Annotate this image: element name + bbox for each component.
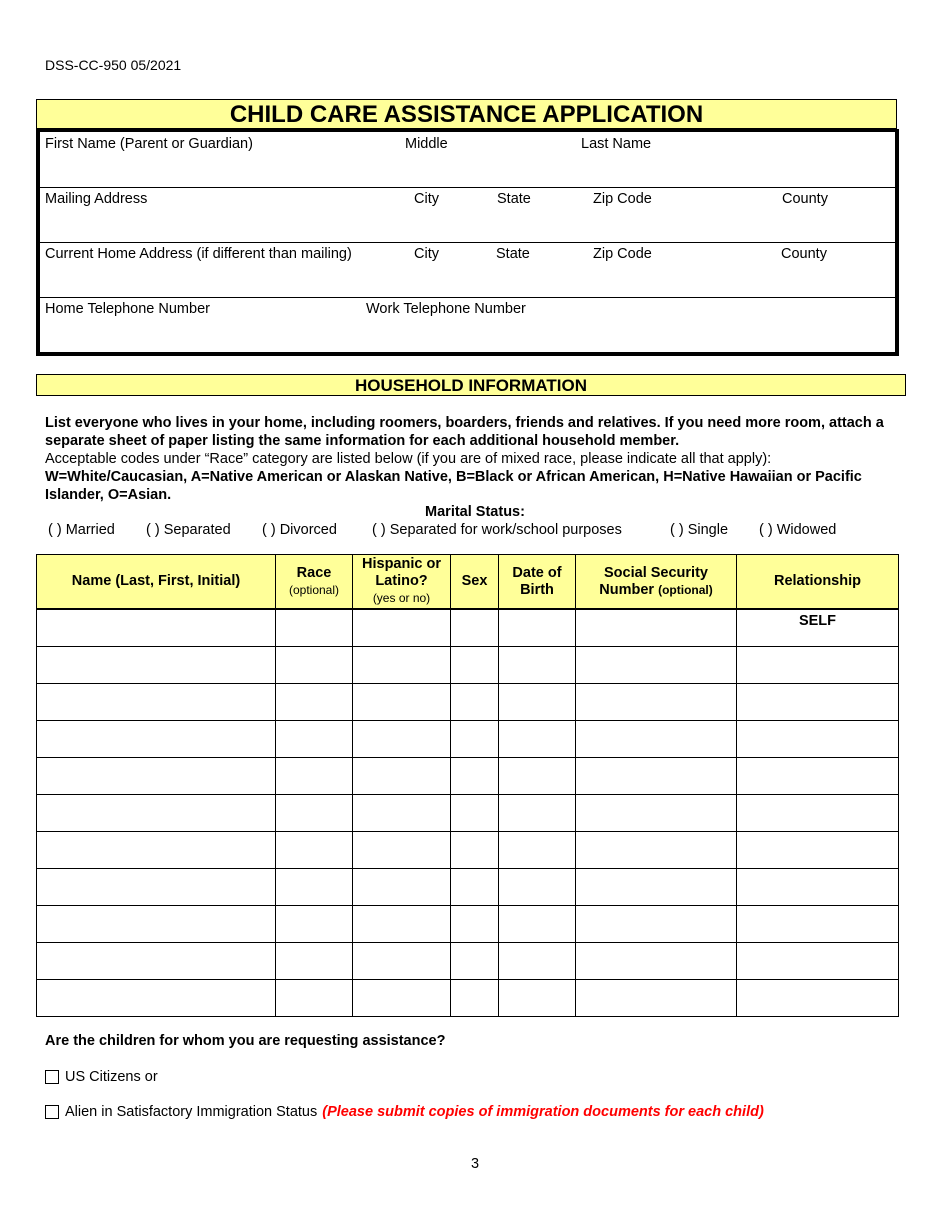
cell-sex[interactable] [451, 980, 499, 1017]
marital-option-divorced[interactable]: ( ) Divorced [262, 522, 337, 538]
cell-hispanic[interactable] [353, 832, 451, 869]
table-row [37, 647, 899, 684]
immigration-docs-note: (Please submit copies of immigration documents for each child) [322, 1104, 764, 1120]
cell-race[interactable] [276, 869, 353, 906]
home-address-row [40, 242, 895, 298]
marital-option-single[interactable]: ( ) Single [670, 522, 729, 538]
mailing-zip-field[interactable]: Zip Code [593, 191, 652, 207]
name-row [40, 132, 895, 188]
cell-name[interactable] [37, 684, 276, 721]
alien-status-label: Alien in Satisfactory Immigration Status [65, 1104, 318, 1120]
cell-name[interactable] [37, 869, 276, 906]
cell-name[interactable] [37, 832, 276, 869]
cell-ssn[interactable] [576, 609, 737, 647]
cell-hispanic[interactable] [353, 980, 451, 1017]
cell-sex[interactable] [451, 832, 499, 869]
cell-ssn[interactable] [576, 980, 737, 1017]
marital-option-widowed[interactable]: ( ) Widowed [759, 522, 837, 538]
cell-hispanic[interactable] [353, 906, 451, 943]
cell-race[interactable] [276, 758, 353, 795]
cell-ssn[interactable] [576, 647, 737, 684]
cell-dob[interactable] [499, 647, 576, 684]
work-phone-field[interactable]: Work Telephone Number [366, 301, 526, 317]
cell-sex[interactable] [451, 758, 499, 795]
cell-ssn[interactable] [576, 832, 737, 869]
alien-status-option [45, 1104, 764, 1120]
race-codes: W=White/Caucasian, A=Native American or Alaskan Native, B=Black or African American, H=Native Hawaiian or Pacific Islander, O=Asian. [45, 469, 862, 503]
marital-option-separated[interactable]: ( ) Separated [146, 522, 231, 538]
cell-relationship[interactable] [737, 832, 899, 869]
cell-ssn[interactable] [576, 906, 737, 943]
marital-option-married[interactable]: ( ) Married [48, 522, 115, 538]
cell-dob[interactable] [499, 684, 576, 721]
cell-sex[interactable] [451, 869, 499, 906]
cell-relationship[interactable] [737, 609, 899, 647]
mailing-state-field[interactable]: State [497, 191, 531, 207]
cell-sex[interactable] [451, 906, 499, 943]
cell-ssn[interactable] [576, 684, 737, 721]
col-race-header: Race (optional) [276, 555, 353, 610]
us-citizen-option [45, 1069, 158, 1085]
cell-race[interactable] [276, 647, 353, 684]
col-ssn-header: Social Security Number (optional) [576, 555, 737, 610]
household-instructions [45, 414, 905, 504]
cell-relationship[interactable] [737, 684, 899, 721]
table-header-row [37, 555, 899, 610]
self-value: SELF [798, 613, 837, 629]
col-dob-header: Date of Birth [499, 555, 576, 610]
table-row [37, 758, 899, 795]
cell-sex[interactable] [451, 943, 499, 980]
last-name-field[interactable]: Last Name [581, 136, 652, 152]
cell-dob[interactable] [499, 758, 576, 795]
cell-name[interactable] [37, 721, 276, 758]
citizenship-question: Are the children for whom you are requesting assistance? [45, 1033, 446, 1049]
cell-dob[interactable] [499, 832, 576, 869]
cell-relationship[interactable] [737, 721, 899, 758]
instruction-bold: List everyone who lives in your home, including roomers, boarders, friends and relatives. If you need more room, attach a separate sheet of paper listing the same information for each additional household member. [45, 415, 884, 449]
home-zip-field[interactable]: Zip Code [593, 246, 652, 262]
table-row [37, 869, 899, 906]
phone-row [40, 297, 895, 352]
mailing-address-row [40, 187, 895, 243]
marital-status-title: Marital Status: [425, 504, 525, 520]
cell-relationship[interactable] [737, 980, 899, 1017]
household-header: HOUSEHOLD INFORMATION [36, 374, 906, 396]
cell-dob[interactable] [499, 609, 576, 647]
cell-race[interactable] [276, 832, 353, 869]
first-name-field[interactable]: First Name (Parent or Guardian) [45, 136, 253, 152]
table-row [37, 795, 899, 832]
cell-hispanic[interactable] [353, 684, 451, 721]
cell-relationship[interactable] [737, 906, 899, 943]
cell-name[interactable] [37, 906, 276, 943]
cell-race[interactable] [276, 943, 353, 980]
page-number: 3 [470, 1156, 480, 1172]
cell-dob[interactable] [499, 906, 576, 943]
cell-relationship[interactable] [737, 943, 899, 980]
cell-sex[interactable] [451, 647, 499, 684]
cell-sex[interactable] [451, 684, 499, 721]
table-row [37, 721, 899, 758]
us-citizen-checkbox[interactable] [45, 1070, 59, 1084]
cell-dob[interactable] [499, 980, 576, 1017]
cell-ssn[interactable] [576, 795, 737, 832]
col-sex-header: Sex [451, 555, 499, 610]
cell-race[interactable] [276, 906, 353, 943]
table-row [37, 980, 899, 1017]
col-relationship-header: Relationship [737, 555, 899, 610]
cell-dob[interactable] [499, 869, 576, 906]
cell-race[interactable] [276, 684, 353, 721]
table-row [37, 832, 899, 869]
cell-hispanic[interactable] [353, 869, 451, 906]
cell-ssn[interactable] [576, 943, 737, 980]
col-name-header: Name (Last, First, Initial) [37, 555, 276, 610]
cell-hispanic[interactable] [353, 758, 451, 795]
table-row [37, 943, 899, 980]
table-row [37, 684, 899, 721]
cell-name[interactable] [37, 980, 276, 1017]
cell-race[interactable] [276, 609, 353, 647]
mailing-city-field[interactable]: City [414, 191, 439, 207]
home-city-field[interactable]: City [414, 246, 439, 262]
household-members-table [36, 554, 899, 1017]
cell-ssn[interactable] [576, 721, 737, 758]
alien-status-checkbox[interactable] [45, 1105, 59, 1119]
cell-name[interactable] [37, 795, 276, 832]
cell-hispanic[interactable] [353, 609, 451, 647]
applicant-address-section [36, 129, 899, 356]
cell-dob[interactable] [499, 721, 576, 758]
home-state-field[interactable]: State [496, 246, 530, 262]
instruction-plain: Acceptable codes under “Race” category are listed below (if you are of mixed race, please indicate all that apply): [45, 451, 772, 467]
form-title: CHILD CARE ASSISTANCE APPLICATION [36, 99, 897, 129]
marital-option-separated-work[interactable]: ( ) Separated for work/school purposes [372, 522, 622, 538]
cell-ssn[interactable] [576, 758, 737, 795]
cell-relationship[interactable] [737, 869, 899, 906]
home-county-field[interactable]: County [781, 246, 827, 262]
cell-race[interactable] [276, 980, 353, 1017]
cell-sex[interactable] [451, 609, 499, 647]
col-hispanic-header: Hispanic or Latino? (yes or no) [353, 555, 451, 610]
cell-ssn[interactable] [576, 869, 737, 906]
mailing-county-field[interactable]: County [782, 191, 828, 207]
cell-relationship[interactable] [737, 647, 899, 684]
cell-sex[interactable] [451, 721, 499, 758]
cell-name[interactable] [37, 758, 276, 795]
cell-name[interactable] [37, 647, 276, 684]
home-address-field[interactable]: Current Home Address (if different than mailing) [45, 246, 352, 262]
cell-relationship[interactable] [737, 795, 899, 832]
cell-hispanic[interactable] [353, 647, 451, 684]
middle-name-field[interactable]: Middle [405, 136, 448, 152]
us-citizen-label: US Citizens or [65, 1069, 158, 1085]
table-row [37, 906, 899, 943]
cell-hispanic[interactable] [353, 795, 451, 832]
mailing-address-field[interactable]: Mailing Address [45, 191, 148, 207]
cell-hispanic[interactable] [353, 721, 451, 758]
cell-race[interactable] [276, 795, 353, 832]
table-row [37, 609, 899, 647]
cell-hispanic[interactable] [353, 943, 451, 980]
cell-name[interactable] [37, 943, 276, 980]
cell-dob[interactable] [499, 795, 576, 832]
home-phone-field[interactable]: Home Telephone Number [45, 301, 210, 317]
cell-name[interactable] [37, 609, 276, 647]
cell-relationship[interactable] [737, 758, 899, 795]
cell-dob[interactable] [499, 943, 576, 980]
form-id: DSS-CC-950 05/2021 [45, 57, 182, 73]
cell-race[interactable] [276, 721, 353, 758]
cell-sex[interactable] [451, 795, 499, 832]
